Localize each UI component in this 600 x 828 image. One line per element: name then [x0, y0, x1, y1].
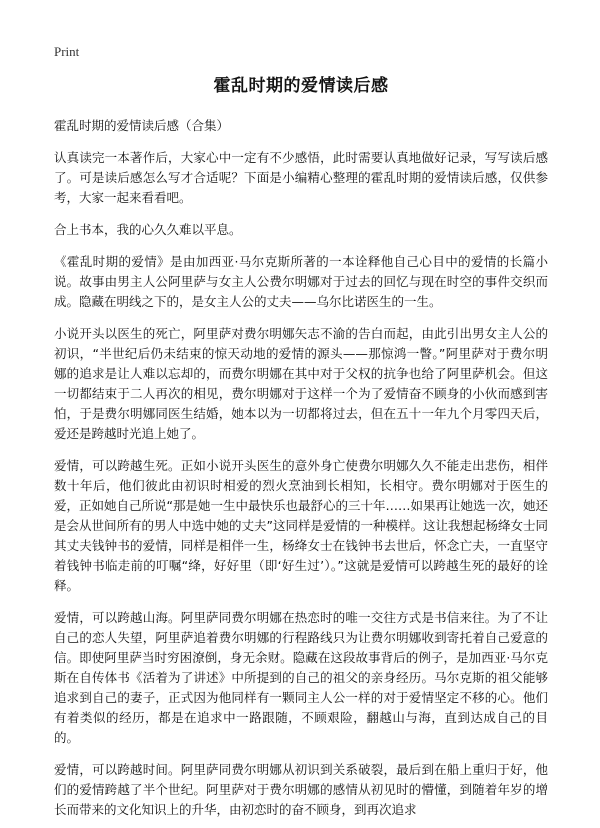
- paragraph-story-opening: 小说开头以医生的死亡，阿里萨对费尔明娜矢志不渝的告白而起，由此引出男女主人公的初识，“半世纪后仍未结束的惊天动地的爱情的源头——那惊鸿一瞥。”阿里萨对于费尔明娜的追求是让人难以忘却的，而费尔明娜在其中对于父权的抗争也给了阿里萨机会。但这一切都结束于二人再次的相见，费尔明娜对于这样一个为了爱情奋不顾身的小伙而感到害怕，于是费尔明娜同医生结婚，她本以为一切都将过去，但在五十一年九个月零四天后，爱还是跨越时光追上她了。: [54, 326, 548, 441]
- paragraph-love-beyond-death: 爱情，可以跨越生死。正如小说开头医生的意外身亡使费尔明娜久久不能走出悲伤，相伴数十年后，他们彼此由初识时相爱的烈火烹油到长相知，长相守。费尔明娜对于医生的爱，正如她自己所说“那是她一生中最快乐也最舒心的三十年……如果再让她选一次，她还是会从世间所有的男人中选中她的丈夫”这同样是爱情的一种模样。这让我想起杨绛女士同其丈夫钱钟书的爱情，同样是相伴一生，杨绛女士在钱钟书去世后，怀念亡夫，一直坚守着钱钟书临走前的叮嘱“绛，好好里（即‘好生过’）。”这就是爱情可以跨越生死的最好的诠释。: [54, 458, 548, 593]
- paragraph-intro: 认真读完一本著作后，大家心中一定有不少感悟，此时需要认真地做好记录，写写读后感了。可是读后感怎么写才合适呢？下面是小编精心整理的霍乱时期的爱情读后感，仅供参考，大家一起来看看吧。: [54, 150, 548, 205]
- article-subtitle: 霍乱时期的爱情读后感（合集）: [54, 118, 230, 133]
- paragraph-love-beyond-distance: 爱情，可以跨越山海。阿里萨同费尔明娜在热恋时的唯一交往方式是书信来往。为了不让自己的恋人失望，阿里萨追着费尔明娜的行程路线只为让费尔明娜收到寄托着自己爱意的信。即使阿里萨当时穷困潦倒，身无余财。隐藏在这段故事背后的例子，是加西亚·马尔克斯在自传体书《活着为了讲述》中所提到的自己的祖父的亲身经历。马尔克斯的祖父能够追求到自己的妻子，正式因为他同样有一颗同主人公一样的对于爱情坚定不移的心。他们有着类似的经历，都是在追求中一路跟随，不顾艰险，翻越山与海，直到达成自己的目的。: [54, 610, 548, 745]
- print-link[interactable]: Print: [54, 44, 80, 59]
- article-title: 霍乱时期的爱情读后感: [213, 76, 389, 96]
- paragraph-closing-book: 合上书本，我的心久久难以平息。: [54, 222, 242, 237]
- paragraph-love-beyond-time: 爱情，可以跨越时间。阿里萨同费尔明娜从初识到关系破裂，最后到在船上重归于好，他们的爱情跨越了半个世纪。阿里萨对于费尔明娜的感情从初见时的懵懂，到随着年岁的增长而带来的文化知识上的升华，由初恋时的奋不顾身，到再次追求: [54, 762, 548, 817]
- paragraph-novel-summary: 《霍乱时期的爱情》是由加西亚·马尔克斯所著的一本诠释他自己心目中的爱情的长篇小说。故事由男主人公阿里萨与女主人公费尔明娜对于过去的回忆与现在时空的事件交织而成。隐藏在明线之下的，是女主人公的丈夫——乌尔比诺医生的一生。: [54, 254, 548, 309]
